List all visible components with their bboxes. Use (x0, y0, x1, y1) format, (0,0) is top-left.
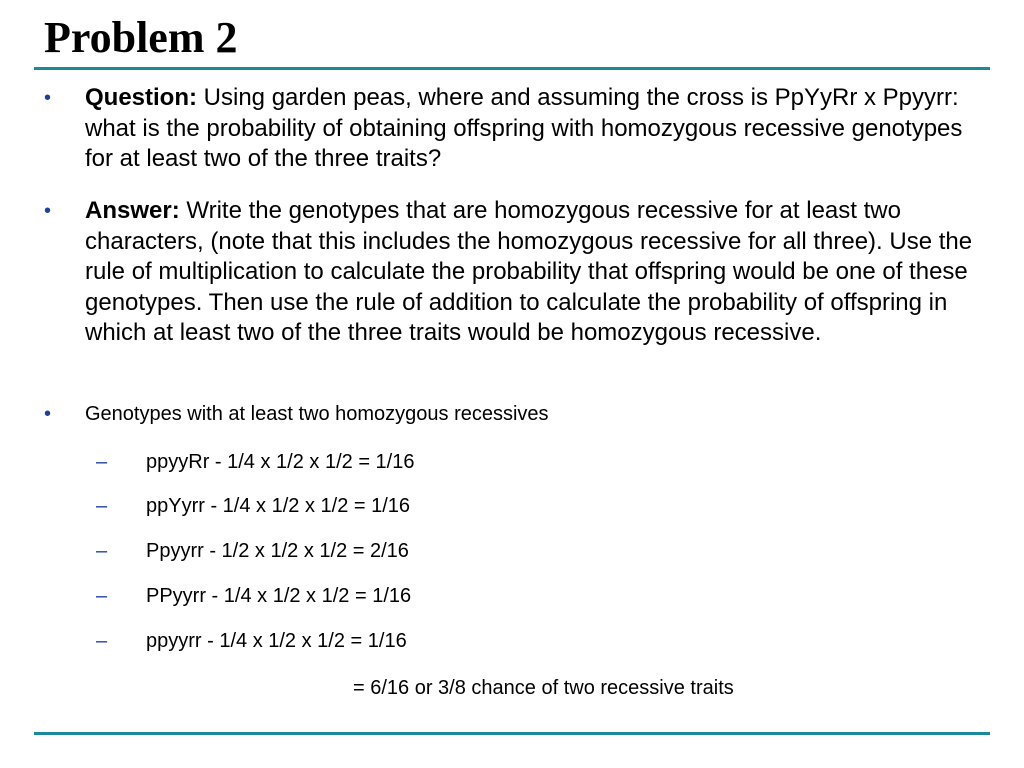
dash-glyph: – (96, 540, 108, 562)
answer-text (85, 196, 974, 349)
genotype-item (96, 628, 407, 654)
genotype-text: PPyyrr - 1/4 x 1/2 x 1/2 = 1/16 (146, 585, 412, 607)
genotype-text: ppYyrr - 1/4 x 1/2 x 1/2 = 1/16 (146, 495, 411, 517)
bullet-glyph: • (44, 200, 52, 222)
genotype-text: ppyyrr - 1/4 x 1/2 x 1/2 = 1/16 (146, 630, 407, 652)
title-divider (34, 67, 990, 70)
genotype-item (96, 449, 414, 475)
bullet-glyph: • (44, 87, 52, 109)
genotype-item (96, 583, 411, 609)
question-label: Question: (85, 84, 197, 111)
question-text (85, 83, 974, 175)
genotypes-bullet (44, 400, 974, 428)
answer-body: Write the genotypes that are homozygous recessive for at least two characters, (note that this includes the homozygous recessive for all three). Use the rule of multiplication to calculate the probability that offspring would be one of these genotypes. Then use the rule of addition to calculate the probability of offspring in which at least two of the three traits would be homozygous recessive. (85, 197, 973, 346)
dash-glyph: – (96, 585, 108, 607)
answer-label: Answer: (85, 197, 180, 224)
genotypes-heading: Genotypes with at least two homozygous recessives (85, 403, 549, 425)
question-body: Using garden peas, where and assuming the cross is PpYyRr x Ppyyrr: what is the probability of obtaining offspring with homozygous recessive genotypes for at least two of the three traits? (85, 84, 963, 172)
dash-glyph: – (96, 451, 108, 473)
genotype-text: ppyyRr - 1/4 x 1/2 x 1/2 = 1/16 (146, 451, 415, 473)
genotype-item (96, 538, 409, 564)
bullet-glyph: • (44, 403, 52, 425)
total-probability: = 6/16 or 3/8 chance of two recessive traits (353, 677, 734, 699)
slide-title: Problem 2 (44, 13, 238, 62)
genotype-item (96, 493, 410, 519)
answer-bullet (44, 196, 974, 349)
footer-divider (34, 732, 990, 735)
dash-glyph: – (96, 495, 108, 517)
dash-glyph: – (96, 630, 108, 652)
question-bullet (44, 83, 974, 175)
genotype-text: Ppyyrr - 1/2 x 1/2 x 1/2 = 2/16 (146, 540, 409, 562)
